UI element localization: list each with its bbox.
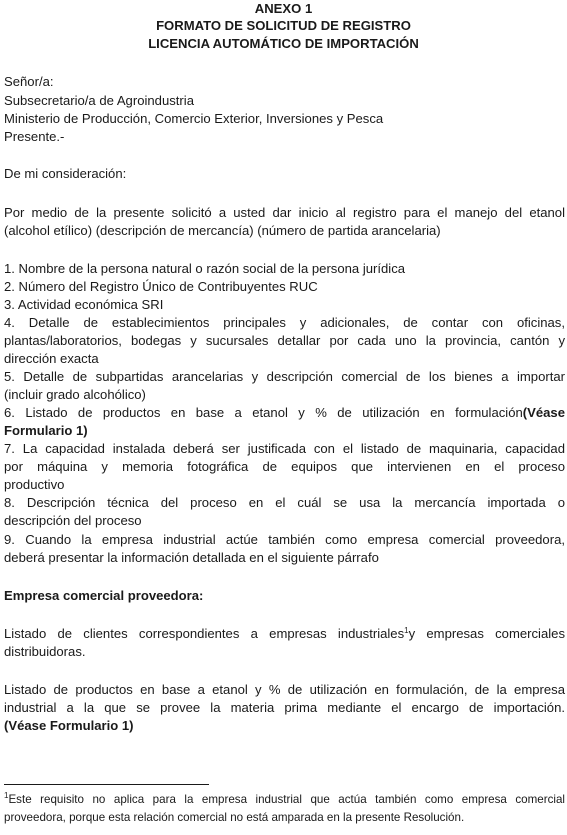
requirement-item: 4. Detalle de establecimientos principales y adicionales, de contar con oficinas, xyxy=(4,315,565,330)
paragraph-text: y empresas comerciales xyxy=(408,626,565,641)
footnote-number: 1 xyxy=(4,791,9,800)
document-title: FORMATO DE SOLICITUD DE REGISTRO xyxy=(156,18,411,33)
paragraph-line: Listado de productos en base a etanol y % de utilización en formulación, de la empresa xyxy=(4,682,565,697)
recipient: Subsecretario/a de Agroindustria xyxy=(4,93,194,108)
footnote-marker[interactable]: 1 xyxy=(404,626,409,635)
greeting: De mi consideración: xyxy=(4,166,127,181)
requirement-item-cont: dirección exacta xyxy=(4,351,99,366)
requirement-item: 2. Número del Registro Único de Contribuyentes RUC xyxy=(4,279,318,294)
requirement-item xyxy=(4,404,565,422)
annex-heading: ANEXO 1 xyxy=(254,1,313,16)
paragraph-line xyxy=(4,625,565,643)
presente: Presente.- xyxy=(4,129,65,144)
footnote-line: proveedora, porque esta relación comercial no está amparada en la presente Resolución. xyxy=(4,811,465,824)
paragraph-text: Listado de clientes correspondientes a empresas industriales xyxy=(4,626,405,641)
requirement-item-cont: deberá presentar la información detallada en el siguiente párrafo xyxy=(4,550,379,565)
ministry: Ministerio de Producción, Comercio Exterior, Inversiones y Pesca xyxy=(4,111,384,126)
requirement-item-cont: plantas/laboratorios, bodegas y sucursales detallar por cada uno la provincia, cantón y xyxy=(4,333,565,348)
requirement-item-cont: (incluir grado alcohólico) xyxy=(4,387,146,402)
requirement-item: 3. Actividad económica SRI xyxy=(4,297,164,312)
footnote-line xyxy=(4,792,565,808)
footnote-divider xyxy=(4,784,209,785)
section-heading: Empresa comercial proveedora: xyxy=(4,588,204,603)
intro-line: Por medio de la presente solicitó a usted dar inicio al registro para el manejo del etanol xyxy=(4,205,565,220)
requirement-item: 1. Nombre de la persona natural o razón social de la persona jurídica xyxy=(4,261,406,276)
item-text: 6. Listado de productos en base a etanol y % de utilización en formulación xyxy=(4,405,523,420)
requirement-item: 5. Detalle de subpartidas arancelarias y descripción comercial de los bienes a importar xyxy=(4,369,565,384)
paragraph-line: industrial a la que se provee la materia prima mediante el encargo de importación. xyxy=(4,700,565,715)
requirement-item-cont: descripción del proceso xyxy=(4,513,142,528)
document-subtitle: LICENCIA AUTOMÁTICO DE IMPORTACIÓN xyxy=(148,36,419,51)
requirement-item: 8. Descripción técnica del proceso en el cuál se usa la mercancía importada o xyxy=(4,495,565,510)
requirement-item-cont: productivo xyxy=(4,477,65,492)
requirement-item: 7. La capacidad instalada deberá ser justificada con el listado de maquinaria, capacidad xyxy=(4,441,565,456)
formulario-reference: (Véase Formulario 1) xyxy=(4,718,134,733)
intro-line: (alcohol etílico) (descripción de mercancía) (número de partida arancelaria) xyxy=(4,223,441,238)
paragraph-line: distribuidoras. xyxy=(4,644,86,659)
salutation: Señor/a: xyxy=(4,74,54,89)
formulario-reference: Formulario 1) xyxy=(4,423,88,438)
requirement-item-cont: por máquina y memoria fotográfica de equipos que intervienen en el proceso xyxy=(4,459,565,474)
footnote-text: Este requisito no aplica para la empresa industrial que actúa también como empresa comercial xyxy=(8,793,565,806)
formulario-reference: (Véase xyxy=(522,405,565,420)
requirement-item: 9. Cuando la empresa industrial actúe también como empresa comercial proveedora, xyxy=(4,532,565,547)
